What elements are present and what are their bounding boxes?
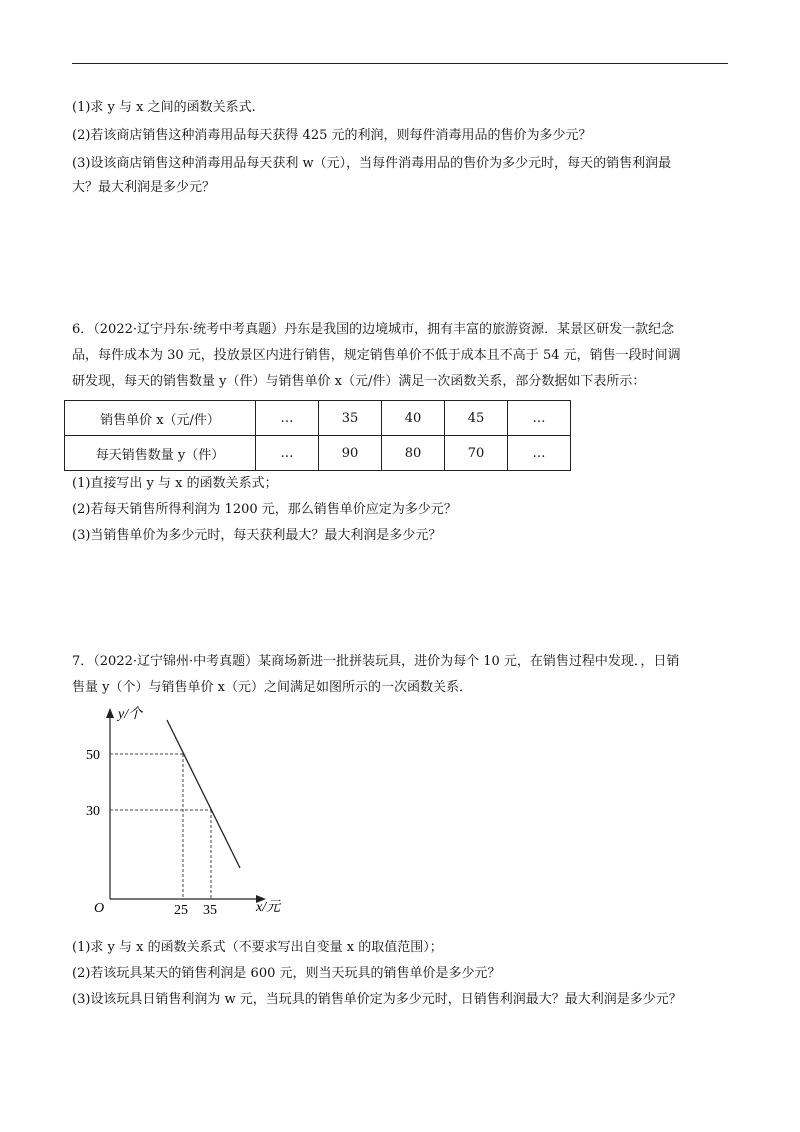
table-row [65,436,571,471]
table-cell: … [508,436,571,471]
q5-subquestion-2: (2)若该商店销售这种消毒用品每天获得 425 元的利润，则每件消毒用品的售价为多少元？ [72,128,592,143]
origin-label: O [94,901,105,916]
table-header-quantity: 每天销售数量 y（件） [65,436,256,471]
q5-subquestion-3-line1: (3)设该商店销售这种消毒用品每天获利 w（元），当每件消毒用品的售价为多少元时，每天的销售利润最 [72,156,672,171]
q5-subquestion-1: (1)求 y 与 x 之间的函数关系式. [72,100,256,115]
header-rule [72,63,728,64]
q6-subquestion-1: (1)直接写出 y 与 x 的函数关系式； [72,476,278,491]
table-row [65,401,571,436]
price-quantity-table [64,400,571,471]
y-tick-label: 30 [86,804,100,819]
table-cell: … [508,401,571,436]
q5-subquestion-3-line2: 大？最大利润是多少元？ [72,180,216,195]
q6-subquestion-3: (3)当销售单价为多少元时，每天获利最大？最大利润是多少元？ [72,528,442,543]
table-cell: … [256,401,319,436]
q7-stem-line2: 售量 y（个）与销售单价 x（元）之间满足如图所示的一次函数关系． [72,680,472,695]
q6-stem-line1: 6．（2022·辽宁丹东·统考中考真题）丹东是我国的边境城市，拥有丰富的旅游资源．某景区研发一款纪念 [72,322,675,337]
q6-stem-line2: 品，每件成本为 30 元，投放景区内进行销售，规定销售单价不低于成本且不高于 54 元，销售一段时间调 [72,348,681,363]
table-cell: 90 [319,436,382,471]
x-tick-label: 35 [203,903,217,918]
y-axis-arrow-icon [106,708,114,718]
q6-stem-line3: 研发现，每天的销售数量 y（件）与销售单价 x（元/件）满足一次函数关系，部分数据如下表所示： [72,374,646,389]
table-cell: 80 [382,436,445,471]
linear-function-graph [60,698,300,923]
q6-subquestion-2: (2)若每天销售所得利润为 1200 元，那么销售单价应定为多少元？ [72,502,457,517]
y-axis-label: y/个 [118,707,143,722]
q7-subquestion-1: (1)求 y 与 x 的函数关系式（不要求写出自变量 x 的取值范围）； [72,940,443,955]
function-line [167,720,240,868]
table-cell: 35 [319,401,382,436]
x-tick-label: 25 [174,903,188,918]
table-header-price: 销售单价 x（元/件） [65,401,256,436]
table-cell: 45 [445,401,508,436]
x-axis-label: x/元 [256,900,281,915]
table-cell: … [256,436,319,471]
table-cell: 40 [382,401,445,436]
table-cell: 70 [445,436,508,471]
q7-subquestion-2: (2)若该玩具某天的销售利润是 600 元，则当天玩具的销售单价是多少元？ [72,966,501,981]
q7-stem-line1: 7．（2022·辽宁锦州·中考真题）某商场新进一批拼装玩具，进价为每个 10 元，在销售过程中发现．，日销 [72,654,680,669]
q7-subquestion-3: (3)设该玩具日销售利润为 w 元，当玩具的销售单价定为多少元时，日销售利润最大？最大利润是多少元？ [72,992,682,1007]
y-tick-label: 50 [86,748,100,763]
